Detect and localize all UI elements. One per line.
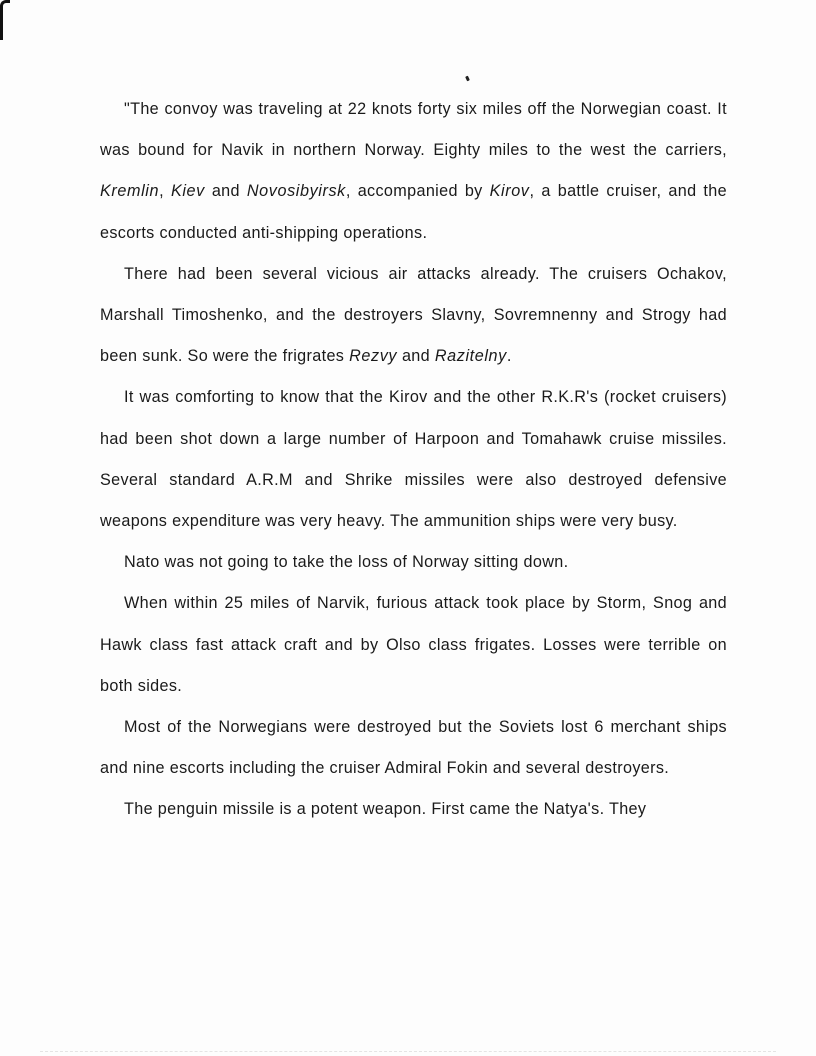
text-segment: When within 25 miles of Narvik, furious attack took place by Storm, Snog and Hawk class fast attack craft and by Olso class frigates. Losses were terrible on both sides.: [100, 594, 727, 695]
paragraph-p2: [100, 254, 727, 378]
text-segment: There had been several vicious air attacks already. The cruisers Ochakov, Marshall Timoshenko, and the destroyers Slavny, Sovremnenny and Strogy had been sunk. So were the frigrates: [100, 264, 727, 366]
italic-text-segment: Rezvy: [349, 347, 398, 366]
italic-text-segment: Kirov: [489, 182, 530, 201]
text-segment: Nato was not going to take the loss of Norway sitting down.: [124, 553, 569, 572]
italic-text-segment: Razitelny: [434, 347, 507, 366]
text-segment: The penguin missile is a potent weapon. First came the Natya's. They: [124, 800, 647, 819]
scan-edge-noise: [40, 1051, 776, 1054]
italic-text-segment: Kremlin: [100, 182, 160, 201]
text-segment: Most of the Norwegians were destroyed but the Soviets lost 6 merchant ships and nine escorts including the cruiser Admiral Fokin and several destroyers.: [100, 718, 727, 778]
paragraph-p4: [100, 542, 727, 583]
text-segment: "The convoy was traveling at 22 knots forty six miles off the Norwegian coast. It was bound for Navik in northern Norway. Eighty miles to the west the carriers,: [100, 100, 727, 160]
text-segment: .: [506, 347, 512, 366]
paragraph-p7: [100, 789, 727, 830]
paragraph-p1: [100, 89, 727, 254]
paragraph-p6: [100, 707, 727, 789]
text-segment: , accompanied by: [345, 182, 490, 201]
text-segment: , a battle cruiser, and the escorts conducted anti-shipping operations.: [100, 182, 727, 242]
text-segment: and: [397, 347, 435, 366]
text-segment: ,: [159, 182, 171, 201]
scan-speck: [465, 76, 470, 82]
italic-text-segment: Novosibyirsk: [246, 182, 346, 201]
italic-text-segment: Kiev: [170, 182, 205, 201]
text-segment: and: [204, 182, 247, 201]
document-body: [100, 89, 727, 831]
paragraph-p3: [100, 377, 727, 542]
paragraph-p5: [100, 583, 727, 707]
page-corner-mark: [0, 0, 10, 40]
text-segment: It was comforting to know that the Kirov and the other R.K.R's (rocket cruisers) had been shot down a large number of Harpoon and Tomahawk cruise missiles. Several standard A.R.M and Shrike missiles were also destroyed defensive weapons expenditure was very heavy. The ammunition ships were very busy.: [100, 388, 727, 531]
